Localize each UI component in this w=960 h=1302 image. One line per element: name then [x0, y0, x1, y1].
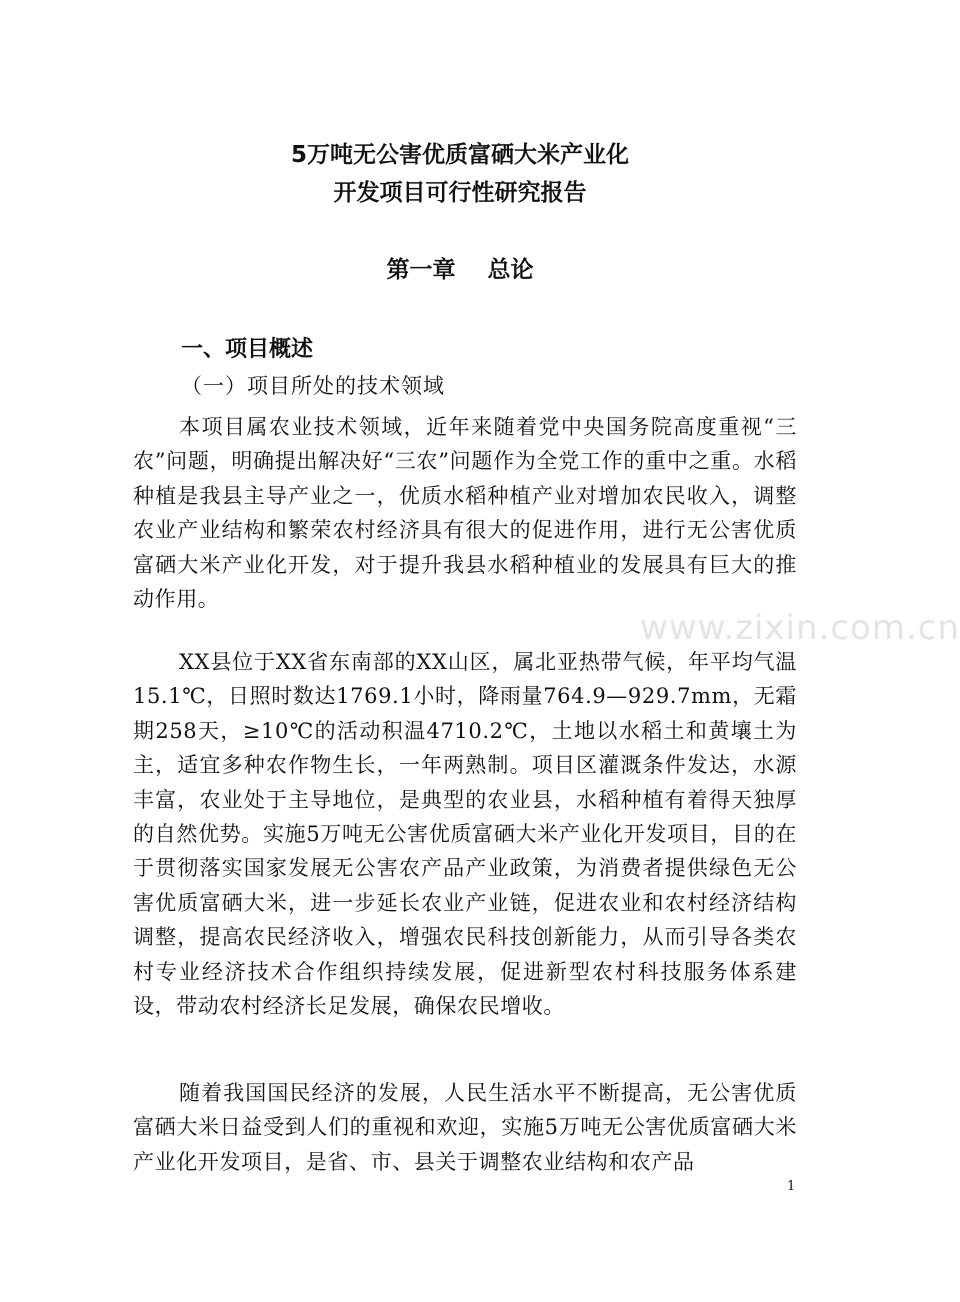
- document-title-line-2: 开发项目可行性研究报告: [333, 180, 587, 206]
- document-title-line-1: 5万吨无公害优质富硒大米产业化: [290, 142, 629, 168]
- page-number: 1: [787, 1179, 796, 1194]
- body-paragraph-1: 本项目属农业技术领域，近年来随着党中央国务院高度重视“三农”问题，明确提出解决好“三农”问题作为全党工作的重中之重。水稻种植是我县主导产业之一，优质水稻种植产业对增加农民收入，调整农业产业结构和繁荣农村经济具有很大的促进作用，进行无公害优质富硒大米产业化开发，对于提升我县水稻种植业的发展具有巨大的推动作用。: [133, 415, 797, 612]
- body-paragraph-3: 随着我国国民经济的发展，人民生活水平不断提高，无公害优质富硒大米日益受到人们的重视和欢迎，实施5万吨无公害优质富硒大米产业化开发项目，是省、市、县关于调整农业结构和农产品: [133, 1081, 797, 1174]
- subsection-heading: （一）项目所处的技术领域: [181, 374, 445, 398]
- watermark: www.zixin.com.cn: [640, 608, 960, 648]
- body-paragraph-2: XX县位于XX省东南部的XX山区，属北亚热带气候，年平均气温15.1℃，日照时数达1769.1小时，降雨量764.9—929.7mm，无霜期258天，≥10℃的活动积温4710.2℃，土地以水稻土和黄壤土为主，适宜多种农作物生长，一年两熟制。项目区灌溉条件发达，水源丰富，农业处于主导地位，是典型的农业县，水稻种植有着得天独厚的自然优势。实施5万吨无公害优质富硒大米产业化开发项目，目的在于贯彻落实国家发展无公害农产品产业政策，为消费者提供绿色无公害优质富硒大米，进一步延长农业产业链，促进农业和农村经济结构调整，提高农民经济收入，增强农民科技创新能力，从而引导各类农村专业经济技术合作组织持续发展，促进新型农村科技服务体系建设，带动农村经济长足发展，确保农民增收。: [133, 650, 797, 1019]
- chapter-heading: 第一章 总论: [386, 257, 534, 283]
- section-heading: 一、项目概述: [181, 337, 314, 362]
